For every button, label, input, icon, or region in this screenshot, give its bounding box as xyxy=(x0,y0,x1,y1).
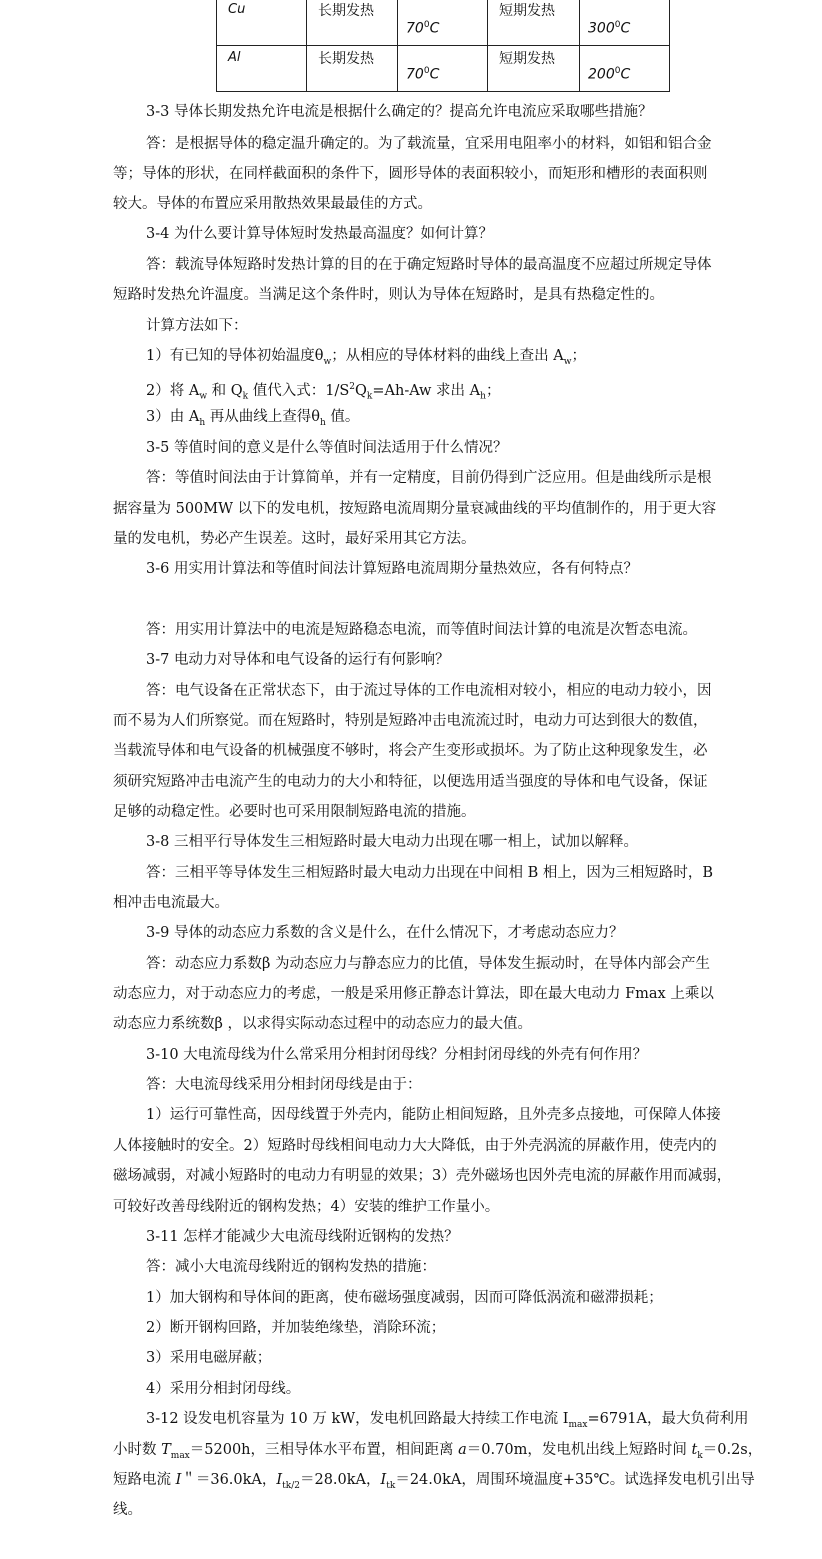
long-term-temp: $70^0C$ xyxy=(406,66,440,83)
answer-line: 答：动态应力系数β 为动态应力与静态应力的比值，导体发生振动时，在导体内部会产生 xyxy=(146,956,710,972)
question-3-8: 3-8 三相平行导体发生三相短路时最大电动力出现在哪一相上，试加以解释。 xyxy=(146,834,638,850)
short-term-temp: $200^0C$ xyxy=(588,66,631,83)
answer-line: 较大。导体的布置应采用散热效果最最佳的方式。 xyxy=(113,196,432,212)
answer-line: 量的发电机，势必产生误差。这时，最好采用其它方法。 xyxy=(113,531,476,547)
step-2: 2）将 $A_w$ 和 $Q_k$ 值代入式：$1/S^2Q_k=Ah-Aw$ 求出 $A_h$； xyxy=(146,382,501,402)
question-3-6: 3-6 用实用计算法和等值时间法计算短路电流周期分量热效应，各有何特点？ xyxy=(146,561,638,577)
answer-line: 据容量为 500MW 以下的发电机，按短路电流周期分量衰减曲线的平均值制作的，用于更大容 xyxy=(113,501,717,517)
answer-line: 4）采用分相封闭母线。 xyxy=(146,1381,301,1397)
answer-line: 答：大电流母线采用分相封闭母线是由于： xyxy=(146,1077,422,1093)
problem-line: 线。 xyxy=(113,1502,142,1518)
answer-line: 等；导体的形状，在同样截面积的条件下，圆形导体的表面积较小，而矩形和槽形的表面积则 xyxy=(113,166,708,182)
answer-line: 答：载流导体短路时发热计算的目的在于确定短路时导体的最高温度不应超过所规定导体 xyxy=(146,257,712,273)
question-3-3: 3-3 导体长期发热允许电流是根据什么确定的？提高允许电流应采取哪些措施？ xyxy=(146,104,653,120)
long-term-label: 长期发热 xyxy=(318,51,374,67)
question-3-10: 3-10 大电流母线为什么常采用分相封闭母线？分相封闭母线的外壳有何作用？ xyxy=(146,1047,648,1063)
problem-line: 短路电流 I＂＝36.0kA，$I_{tk/2}=28.0kA$，$I_{tk}=24.0kA$，周围环境温度+35℃。试选择发电机引出导 xyxy=(113,1472,755,1491)
answer-line: 相冲击电流最大。 xyxy=(113,895,229,911)
step-1: 1）有已知的导体初始温度$\theta_w$；从相应的导体材料的曲线上查出 $A_w$； xyxy=(146,348,586,367)
question-3-5: 3-5 等值时间的意义是什么等值时间法适用于什么情况？ xyxy=(146,440,508,456)
answer-line: 而不易为人们所察觉。而在短路时，特别是短路冲击电流流过时，电动力可达到很大的数值， xyxy=(113,713,708,729)
short-term-label: 短期发热 xyxy=(499,3,555,19)
answer-line: 1）加大钢构和导体间的距离，使布磁场强度减弱，因而可降低涡流和磁滞损耗； xyxy=(146,1290,663,1306)
answer-line: 动态应力系统数β ，以求得实际动态过程中的动态应力的最大值。 xyxy=(113,1016,532,1032)
answer-line: 可较好改善母线附近的钢构发热；4）安装的维护工作量小。 xyxy=(113,1199,500,1215)
answer-line: 答：用实用计算法中的电流是短路稳态电流，而等值时间法计算的电流是次暂态电流。 xyxy=(146,622,697,638)
answer-line: 人体接触时的安全。2）短路时母线相间电动力大大降低，由于外壳涡流的屏蔽作用，使壳内的 xyxy=(113,1138,717,1154)
temperature-table xyxy=(216,0,670,92)
long-term-label: 长期发热 xyxy=(318,3,374,19)
answer-line: 短路时发热允许温度。当满足这个条件时，则认为导体在短路时，是具有热稳定性的。 xyxy=(113,287,664,303)
question-3-12: 3-12 设发电机容量为 10 万 kW，发电机回路最大持续工作电流 $I_{max}=6791A$，最大负荷利用 xyxy=(146,1411,749,1430)
answer-line: 答：等值时间法由于计算简单，并有一定精度，目前仍得到广泛应用。但是曲线所示是根 xyxy=(146,470,712,486)
short-term-temp: $300^0C$ xyxy=(588,20,631,37)
answer-line: 当载流导体和电气设备的机械强度不够时，将会产生变形或损坏。为了防止这种现象发生，必 xyxy=(113,743,708,759)
answer-line: 答：是根据导体的稳定温升确定的。为了载流量，宜采用电阻率小的材料，如铝和铝合金 xyxy=(146,136,712,152)
answer-line: 动态应力，对于动态应力的考虑，一般是采用修正静态计算法，即在最大电动力 Fmax 上乘以 xyxy=(113,986,714,1002)
question-3-11: 3-11 怎样才能减少大电流母线附近钢构的发热？ xyxy=(146,1229,459,1245)
answer-line: 3）采用电磁屏蔽； xyxy=(146,1350,272,1366)
step-3: 3）由 $A_h$ 再从曲线上查得$\theta_h$ 值。 xyxy=(146,409,360,428)
answer-line: 须研究短路冲击电流产生的电动力的大小和特征，以便选用适当强度的导体和电气设备，保证 xyxy=(113,774,708,790)
long-term-temp: $70^0C$ xyxy=(406,20,440,37)
short-term-label: 短期发热 xyxy=(499,51,555,67)
question-3-9: 3-9 导体的动态应力系数的含义是什么，在什么情况下，才考虑动态应力？ xyxy=(146,925,624,941)
answer-line: 2）断开钢构回路，并加装绝缘垫，消除环流； xyxy=(146,1320,446,1336)
question-3-4: 3-4 为什么要计算导体短时发热最高温度？如何计算？ xyxy=(146,226,493,242)
table-row xyxy=(217,46,670,92)
metal-name: Cu xyxy=(228,2,246,17)
answer-line: 计算方法如下： xyxy=(146,318,248,334)
answer-line: 答：电气设备在正常状态下，由于流过导体的工作电流相对较小，相应的电动力较小，因 xyxy=(146,683,712,699)
answer-line: 答：减小大电流母线附近的钢构发热的措施： xyxy=(146,1259,436,1275)
metal-name: Al xyxy=(228,50,241,65)
problem-line: 小时数 $T_{max}=5200h$，三相导体水平布置，相间距离 a＝0.70m，发电机出线上短路时间 $t_k=0.2s$， xyxy=(113,1442,763,1461)
answer-line: 答：三相平等导体发生三相短路时最大电动力出现在中间相 B 相上，因为三相短路时，B xyxy=(146,865,714,881)
answer-line: 足够的动稳定性。必要时也可采用限制短路电流的措施。 xyxy=(113,804,476,820)
table-row xyxy=(217,0,670,46)
question-3-7: 3-7 电动力对导体和电气设备的运行有何影响？ xyxy=(146,652,450,668)
answer-line: 磁场减弱，对减小短路时的电动力有明显的效果；3）壳外磁场也因外壳电流的屏蔽作用而减弱， xyxy=(113,1168,732,1184)
answer-line: 1）运行可靠性高，因母线置于外壳内，能防止相间短路，且外壳多点接地，可保障人体接 xyxy=(146,1107,721,1123)
